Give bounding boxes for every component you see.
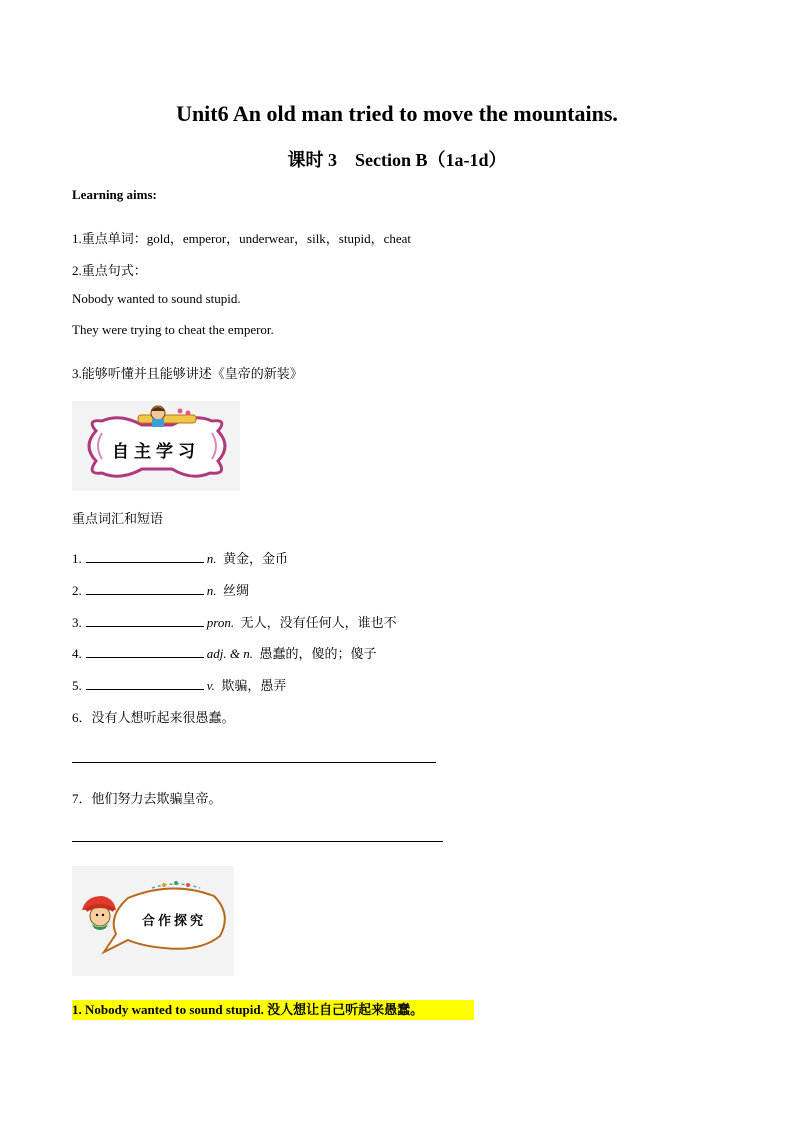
part-of-speech: v.	[206, 678, 215, 693]
vocab-heading: 重点词汇和短语	[72, 511, 164, 526]
learning-goal-3: 3.能够听懂并且能够讲述《皇帝的新装》	[72, 366, 303, 381]
answer-blank[interactable]	[86, 677, 204, 690]
lesson-subtitle: 课时 3 Section B（1a-1d）	[287, 150, 507, 170]
explore-point-1	[72, 1000, 474, 1020]
vocab-meaning: 欺骗，愚弄	[221, 678, 287, 693]
key-sentence-1: Nobody wanted to sound stupid.	[72, 291, 241, 306]
vocab-meaning: 愚蠢的，傻的；傻子	[259, 646, 377, 661]
vocab-item-2	[72, 580, 249, 599]
part-of-speech: n.	[206, 583, 217, 598]
explore-point-1-english: 1. Nobody wanted to sound stupid.	[72, 1002, 264, 1017]
vocab-meaning: 无人，没有任何人，谁也不	[240, 615, 397, 630]
vocab-item-number: 2.	[72, 583, 82, 598]
vocab-item-number: 3.	[72, 615, 82, 630]
answer-blank[interactable]	[86, 614, 204, 627]
answer-line-7[interactable]	[72, 841, 443, 842]
answer-line-6[interactable]	[72, 762, 436, 763]
part-of-speech: n.	[206, 551, 217, 566]
vocab-item-5	[72, 675, 286, 694]
learning-aims-heading: Learning aims:	[72, 187, 157, 202]
vocab-item-number: 5.	[72, 678, 82, 693]
vocab-item-1	[72, 548, 288, 567]
vocab-item-number: 4.	[72, 646, 82, 661]
explore-point-1-chinese: 没人想让自己听起来愚蠢。	[267, 1003, 424, 1018]
cooperate-label: 合作探究	[141, 914, 206, 929]
key-words-line: 1.重点单词：gold，emperor，underwear，silk，stupid，cheat	[72, 231, 412, 246]
vocab-meaning: 丝绸	[223, 583, 250, 598]
vocab-item-3	[72, 612, 397, 631]
key-sentence-2: They were trying to cheat the emperor.	[72, 322, 274, 337]
self-study-label: 自主学习	[112, 442, 200, 462]
key-sentences-heading: 2.重点句式：	[72, 263, 147, 278]
vocab-item-4	[72, 643, 377, 662]
vocab-meaning: 黄金，金币	[223, 551, 289, 566]
answer-blank[interactable]	[86, 582, 204, 595]
self-study-badge	[72, 401, 240, 491]
translation-question-7: 7．他们努力去欺骗皇帝。	[72, 791, 222, 806]
part-of-speech: pron.	[206, 615, 235, 630]
translation-question-6: 6．没有人想听起来很愚蠢。	[72, 710, 235, 725]
part-of-speech: adj. & n.	[206, 646, 253, 661]
cooperate-badge	[72, 866, 234, 976]
answer-blank[interactable]	[86, 550, 204, 563]
vocab-item-number: 1.	[72, 551, 82, 566]
page-title: Unit6 An old man tried to move the mountains.	[176, 101, 618, 126]
answer-blank[interactable]	[86, 645, 204, 658]
